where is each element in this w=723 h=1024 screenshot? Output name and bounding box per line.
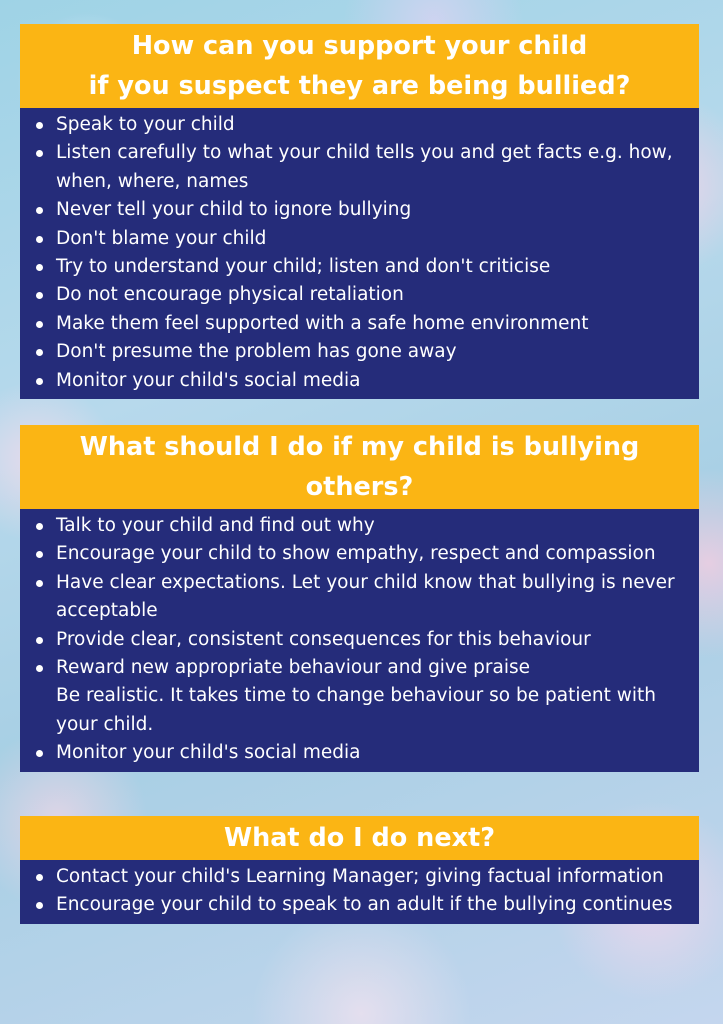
support-bullied-child-section [20, 24, 699, 399]
section-heading [20, 425, 699, 509]
heading-line: if you suspect they are being bullied? [88, 71, 631, 101]
list-item: Contact your child's Learning Manager; giving factual information [28, 863, 689, 891]
heading-line: What do I do next? [223, 823, 496, 853]
list-item: Monitor your child's social media [28, 367, 689, 395]
child-bullying-others-section [20, 425, 699, 772]
section-body [20, 509, 699, 772]
section-body [20, 860, 699, 924]
bullet-list [28, 863, 689, 920]
list-item: Listen carefully to what your child tells you and get facts e.g. how, when, where, names [28, 139, 689, 196]
list-item: Encourage your child to speak to an adult if the bullying continues [28, 891, 689, 919]
list-item: Provide clear, consistent consequences for this behaviour [28, 626, 689, 654]
list-item: Never tell your child to ignore bullying [28, 196, 689, 224]
list-item: Make them feel supported with a safe home environment [28, 310, 689, 338]
list-item: Monitor your child's social media [28, 739, 689, 767]
list-item: Don't presume the problem has gone away [28, 338, 689, 366]
section-body [20, 108, 699, 399]
section-heading [20, 816, 699, 860]
bullet-list [28, 111, 689, 395]
list-item: Try to understand your child; listen and don't criticise [28, 253, 689, 281]
list-item: Encourage your child to show empathy, respect and compassion [28, 540, 689, 568]
heading-line: others? [305, 472, 414, 502]
list-item: Talk to your child and find out why [28, 512, 689, 540]
list-item-continuation: Be realistic. It takes time to change behaviour so be patient with your child. [56, 685, 656, 735]
list-item: Have clear expectations. Let your child know that bullying is never acceptable [28, 569, 689, 626]
bullet-list [28, 512, 689, 768]
list-item: Reward new appropriate behaviour and give praise [28, 654, 689, 682]
section-heading [20, 24, 699, 108]
next-steps-section [20, 816, 699, 924]
heading-line: How can you support your child [131, 31, 588, 61]
heading-line: What should I do if my child is bullying [79, 432, 640, 462]
list-item: Speak to your child [28, 111, 689, 139]
list-item: Do not encourage physical retaliation [28, 281, 689, 309]
list-item: Don't blame your child [28, 225, 689, 253]
